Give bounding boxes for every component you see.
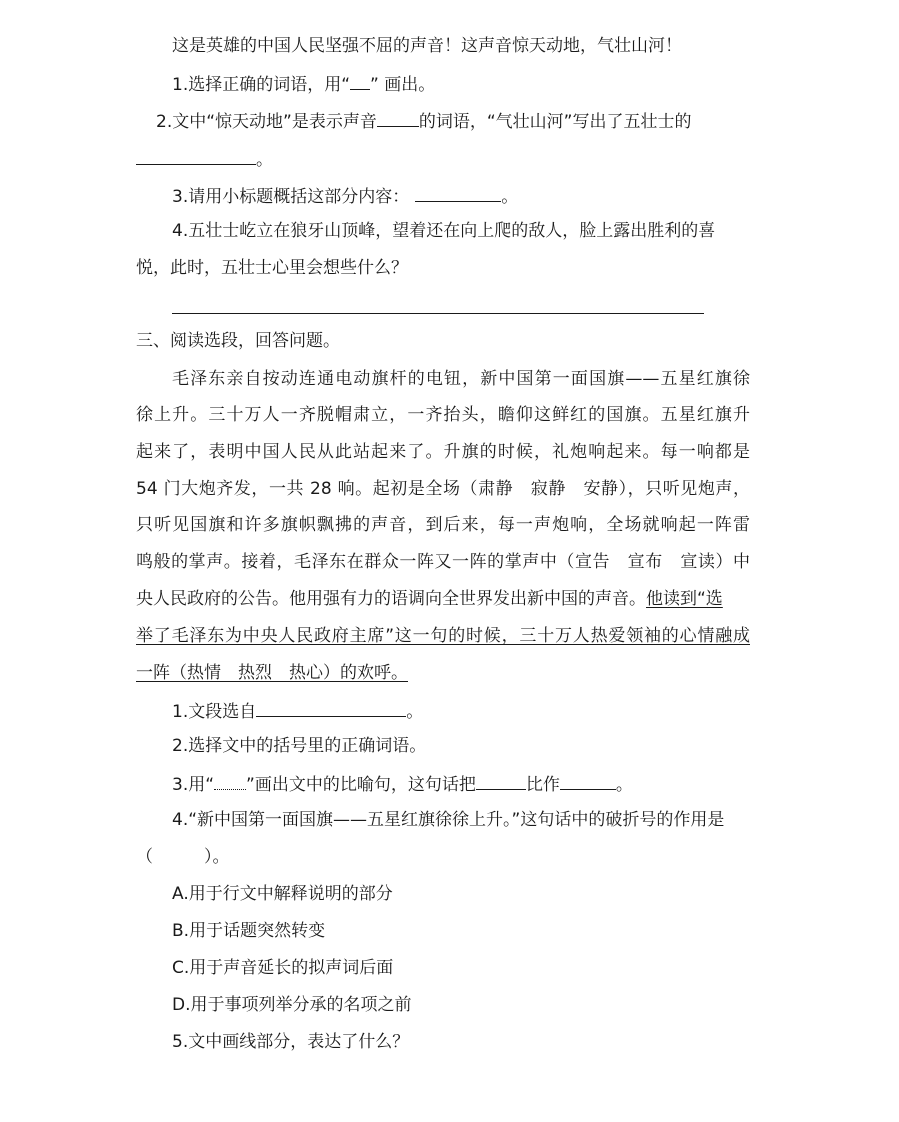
underlined-sentence: 一阵（热情 热烈 热心）的欢呼。 xyxy=(136,663,408,683)
question-text: 。 xyxy=(501,187,519,207)
underlined-sentence: 他读到“选 xyxy=(646,589,723,609)
passage-line xyxy=(136,405,750,427)
passage-text: 只听见国旗和许多旗帜飘拂的声音，到后来，每一声炮响，全场就响起一阵雷 xyxy=(136,515,750,535)
section3-question-3 xyxy=(172,773,633,795)
question-text: 4.“新中国第一面国旗——五星红旗徐徐上升。”这句话中的破折号的作用是 xyxy=(172,810,725,830)
question-4 xyxy=(172,221,715,243)
heading-text: 三、阅读选段，回答问题。 xyxy=(136,331,340,351)
answer-blank[interactable] xyxy=(256,700,406,717)
passage-text: 徐上升。三十万人一齐脱帽肃立，一齐抬头，瞻仰这鲜红的国旗。五星红旗升 xyxy=(136,405,750,425)
answer-blank[interactable] xyxy=(350,73,370,90)
answer-parentheses[interactable]: （ ）。 xyxy=(136,847,230,867)
question-text: ” 画出。 xyxy=(370,75,436,95)
answer-blank[interactable] xyxy=(377,110,419,127)
answer-line[interactable] xyxy=(172,313,704,314)
section3-question-2 xyxy=(172,736,426,758)
passage-text: 这是英雄的中国人民坚强不屈的声音！这声音惊天动地，气壮山河！ xyxy=(172,36,682,56)
question-2-continued xyxy=(136,148,273,170)
passage-text: 央人民政府的公告。他用强有力的语调向全世界发出新中国的声音。 xyxy=(136,589,646,609)
question-4-continued xyxy=(136,258,408,280)
passage-line xyxy=(136,589,723,611)
section3-question-4-continued xyxy=(136,847,230,869)
question-text: 5.文中画线部分，表达了什么？ xyxy=(172,1032,410,1052)
question-2 xyxy=(156,110,691,132)
question-3 xyxy=(172,185,518,207)
question-text: 4.五壮士屹立在狼牙山顶峰，望着还在向上爬的敌人，脸上露出胜利的喜 xyxy=(172,221,716,241)
answer-blank[interactable] xyxy=(476,773,526,790)
passage-line xyxy=(172,369,750,391)
question-text: 2.文中“惊天动地”是表示声音 xyxy=(156,112,377,132)
passage-line xyxy=(136,515,750,537)
answer-blank[interactable] xyxy=(415,185,501,202)
question-text: 2.选择文中的括号里的正确词语。 xyxy=(172,736,427,756)
section3-question-5 xyxy=(172,1032,409,1054)
option-b xyxy=(172,921,325,943)
passage-line xyxy=(136,626,750,648)
option-text: D.用于事项列举分承的名项之前 xyxy=(172,995,412,1015)
option-d xyxy=(172,995,412,1017)
option-text: A.用于行文中解释说明的部分 xyxy=(172,884,393,904)
question-text: 3.用“ xyxy=(172,775,215,795)
question-text: 。 xyxy=(406,702,424,722)
question-text: 3.请用小标题概括这部分内容： xyxy=(172,187,410,207)
answer-blank[interactable] xyxy=(136,148,256,165)
option-text: C.用于声音延长的拟声词后面 xyxy=(172,958,394,978)
section3-question-4 xyxy=(172,810,724,832)
question-text: ”画出文中的比喻句，这句话把 xyxy=(246,775,476,795)
passage-text: 54 门大炮齐发，一共 28 响。起初是全场（肃静 寂静 安静），只听见炮声， xyxy=(136,479,750,499)
underlined-sentence: 举了毛泽东为中央人民政府主席”这一句的时候，三十万人热爱领袖的心情融成 xyxy=(136,626,750,646)
question-text: 。 xyxy=(615,775,633,795)
answer-blank[interactable] xyxy=(560,773,616,790)
option-a xyxy=(172,884,393,906)
passage-line xyxy=(136,479,750,501)
question-text: 比作 xyxy=(525,775,560,795)
passage-line xyxy=(136,442,750,464)
question-1 xyxy=(172,73,435,95)
passage-text: 起来了，表明中国人民从此站起来了。升旗的时候，礼炮响起来。每一响都是 xyxy=(136,442,750,462)
question-text: 1.选择正确的词语，用“ xyxy=(172,75,351,95)
passage-text: 鸣般的掌声。接着，毛泽东在群众一阵又一阵的掌声中（宣告 宣布 宣读）中 xyxy=(136,552,750,572)
wavy-line-sample xyxy=(214,773,246,790)
passage-closing-line xyxy=(172,36,682,58)
question-text: 1.文段选自 xyxy=(172,702,257,722)
option-c xyxy=(172,958,393,980)
section-heading xyxy=(136,331,340,353)
passage-line xyxy=(136,663,408,685)
option-text: B.用于话题突然转变 xyxy=(172,921,326,941)
passage-text: 毛泽东亲自按动连通电动旗杆的电钮，新中国第一面国旗——五星红旗徐 xyxy=(172,369,750,389)
question-text: 的词语，“气壮山河”写出了五壮士的 xyxy=(418,112,692,132)
passage-line xyxy=(136,552,750,574)
question-text: 悦，此时，五壮士心里会想些什么？ xyxy=(136,258,408,278)
section3-question-1 xyxy=(172,700,423,722)
question-text: 。 xyxy=(256,150,273,170)
